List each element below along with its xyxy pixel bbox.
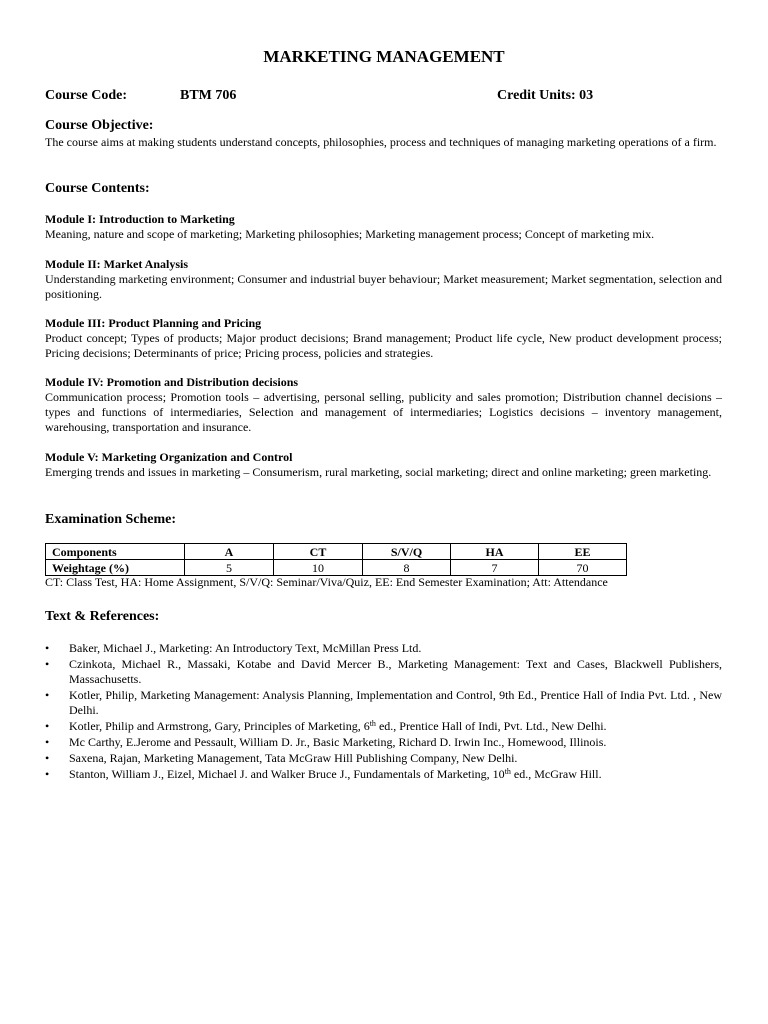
module-2-text: Understanding marketing environment; Consumer and industrial buyer behaviour; Market measurement; Market segmentation, selection and positioning.: [45, 272, 722, 301]
exam-scheme-table: [45, 543, 627, 576]
bullet-icon: •: [45, 735, 50, 749]
reference-item: [45, 688, 722, 718]
exam-heading: Examination Scheme:: [45, 512, 177, 527]
course-info-row: [45, 87, 725, 105]
reference-text-start: Kotler, Philip and Armstrong, Gary, Principles of Marketing, 6: [69, 719, 370, 733]
bullet-icon: •: [45, 719, 50, 733]
objective-heading: Course Objective:: [45, 118, 154, 133]
bullet-icon: •: [45, 767, 50, 781]
module-1-title: Module I: Introduction to Marketing: [45, 212, 235, 226]
module-4-text: Communication process; Promotion tools – advertising, personal selling, publicity and sales promotion; Distribution channel decisions – types and functions of intermediaries, Selection and management of intermediaries; Logistics decisions – inventory management, warehousing, transportation and insurance.: [45, 390, 722, 434]
reference-text: Kotler, Philip, Marketing Management: Analysis Planning, Implementation and Control, 9th Ed., Prentice Hall of India Pvt. Ltd. , New Delhi.: [69, 688, 722, 717]
reference-text: Czinkota, Michael R., Massaki, Kotabe and David Mercer B., Marketing Management: Text and Cases, Blackwell Publishers, Massachusetts.: [69, 657, 722, 686]
reference-text-end: ed., McGraw Hill.: [510, 767, 602, 781]
exam-note: CT: Class Test, HA: Home Assignment, S/V/Q: Seminar/Viva/Quiz, EE: End Semester Examination; Att: Attendance: [45, 575, 608, 589]
module-2-title: Module II: Market Analysis: [45, 257, 189, 271]
exam-cell: 7: [451, 560, 539, 576]
exam-header-cell: Components: [46, 544, 185, 560]
reference-item: [45, 641, 722, 656]
credit-units: Credit Units: 03: [497, 88, 594, 103]
reference-text: Saxena, Rajan, Marketing Management, Tata McGraw Hill Publishing Company, New Delhi.: [69, 751, 518, 765]
exam-cell: 8: [363, 560, 451, 576]
reference-superscript: th: [504, 767, 511, 776]
exam-cell: 5: [185, 560, 274, 576]
course-code-label: Course Code:: [45, 88, 128, 103]
reference-text-start: Stanton, William J., Eizel, Michael J. and Walker Bruce J., Fundamentals of Marketing, 10: [69, 767, 505, 781]
bullet-icon: •: [45, 688, 50, 702]
exam-header-cell: HA: [451, 544, 539, 560]
reference-item: [45, 719, 722, 734]
bullet-icon: •: [45, 657, 50, 671]
reference-item: [45, 751, 722, 766]
references-heading: Text & References:: [45, 609, 160, 624]
exam-header-cell: S/V/Q: [363, 544, 451, 560]
module-3-text: Product concept; Types of products; Major product decisions; Brand management; Product life cycle, New product development process; Pricing decisions; Determinants of price; Pricing process, policies and strategies.: [45, 331, 722, 360]
reference-text-end: ed., Prentice Hall of Indi, Pvt. Ltd., New Delhi.: [375, 719, 607, 733]
objective-text: The course aims at making students understand concepts, philosophies, process and techniques of managing marketing operations of a firm.: [45, 135, 717, 149]
exam-cell: Weightage (%): [46, 560, 185, 576]
document-title: MARKETING MANAGEMENT: [263, 47, 505, 66]
module-4-title: Module IV: Promotion and Distribution decisions: [45, 375, 299, 389]
exam-header-cell: A: [185, 544, 274, 560]
bullet-icon: •: [45, 641, 50, 655]
exam-header-cell: EE: [539, 544, 627, 560]
exam-table-row: [46, 560, 627, 576]
exam-cell: 70: [539, 560, 627, 576]
module-5-text: Emerging trends and issues in marketing – Consumerism, rural marketing, social marketing; direct and online marketing; green marketing.: [45, 465, 712, 479]
bullet-icon: •: [45, 751, 50, 765]
module-3-title: Module III: Product Planning and Pricing: [45, 316, 262, 330]
exam-cell: 10: [274, 560, 363, 576]
module-1-text: Meaning, nature and scope of marketing; Marketing philosophies; Marketing management process; Concept of marketing mix.: [45, 227, 655, 241]
reference-text: Baker, Michael J., Marketing: An Introductory Text, McMillan Press Ltd.: [69, 641, 422, 655]
reference-item: [45, 657, 722, 687]
course-code-value: BTM 706: [180, 88, 237, 103]
reference-superscript: th: [369, 719, 376, 728]
exam-header-cell: CT: [274, 544, 363, 560]
exam-table-header-row: [46, 544, 627, 560]
module-5-title: Module V: Marketing Organization and Control: [45, 450, 293, 464]
contents-heading: Course Contents:: [45, 181, 150, 196]
reference-text: Mc Carthy, E.Jerome and Pessault, William D. Jr., Basic Marketing, Richard D. Irwin Inc., Homewood, Illinois.: [69, 735, 607, 749]
reference-item: [45, 767, 722, 782]
reference-item: [45, 735, 722, 750]
references-list: [45, 641, 722, 783]
